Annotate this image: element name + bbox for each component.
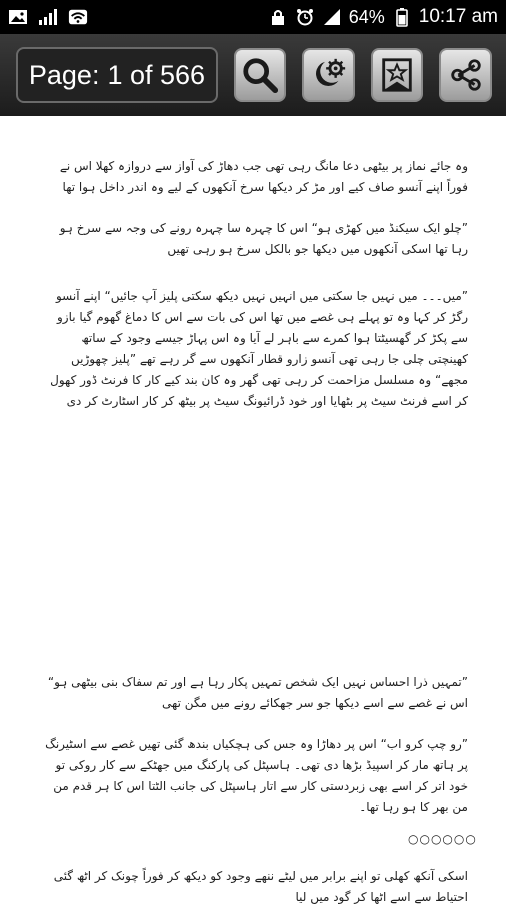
night-mode-settings-icon — [310, 56, 348, 94]
search-button[interactable] — [234, 48, 287, 102]
page-number: 1 of 566 — [107, 59, 206, 90]
signal-bars-icon — [38, 8, 58, 26]
bookmark-star-icon — [378, 56, 416, 94]
paragraph-4: ”تمہیں ذرا احساس نہیں ایک شخص تمہیں پکار رہا ہے اور تم سفاک بنی بیٹھی ہو“ اس نے غصے سے اسے دیکھا جو سر جھکائے رونے میں مگن تھی — [47, 675, 468, 710]
lock-icon — [268, 8, 288, 26]
clock-time: 10:17 am — [418, 6, 498, 27]
reader-toolbar — [0, 34, 506, 116]
paragraph-5: ”رو چپ کرو اب“ اس پر دھاڑا وہ جس کی ہچکیاں بندھ گئی تھیں غصے سے اسٹیرنگ پر ہاتھ مار کر اسپیڈ بڑھا دی تھی۔ ہاسپٹل کی پارکنگ میں جھٹکے سے کار روکی تو خود اتر کر اسے بھی زبردستی کار سے اتار ہاسپٹل کی جانب الٹتا اس کا ہر قدم من من بھر کا ہو رہا تھا۔ — [45, 737, 468, 814]
paragraph-6: اسکی آنکھ کھلی تو اپنے برابر میں لیٹے ننھے وجود کو دیکھ کر فوراً چونک کر اٹھ گئی احتیاط سے اسے اٹھا کر گود میں لیا — [53, 869, 468, 904]
alarm-icon — [295, 8, 315, 26]
battery-percent: 64% — [348, 6, 385, 27]
wifi-icon — [68, 8, 88, 26]
paragraph-2: ”چلو ایک سیکنڈ میں کھڑی ہو“ اس کا چہرہ سا چہرہ رونے کی وجہ سے سرخ ہو رہا تھا اسکی آنکھوں میں دیکھا جو بالکل سرخ ہو رہی تھیں — [59, 221, 468, 256]
search-icon — [241, 56, 279, 94]
image-icon — [8, 8, 28, 26]
status-bar — [0, 0, 506, 34]
book-page[interactable] — [0, 116, 506, 904]
bookmark-button[interactable] — [371, 48, 424, 102]
night-mode-settings-button[interactable] — [302, 48, 355, 102]
section-separator: ○○○○○○ — [408, 832, 477, 846]
battery-icon — [392, 8, 412, 26]
share-button[interactable] — [439, 48, 492, 102]
page-label: Page: — [28, 59, 100, 90]
paragraph-1: وہ جائے نماز پر بیٹھی دعا مانگ رہی تھی جب دھاڑ کی آواز سے دروازہ کھلا اس نے فوراً اپنے آنسو صاف کیے اور مڑ کر دیکھا سرخ آنکھوں کے لیے وہ اندر داخل ہوا تھا — [59, 159, 468, 194]
page-indicator[interactable] — [16, 47, 218, 103]
signal-icon — [322, 8, 342, 26]
share-icon — [447, 56, 485, 94]
paragraph-3: ”میں۔۔۔ میں نہیں جا سکتی میں انہیں نہیں دیکھ سکتی پلیز آپ جائیں“ اپنے آنسو رگڑ کر کہا وہ تو پہلے ہی غصے میں تھا اس کی بات سے اس کا دماغ گھوم گیا بازو سے پکڑ کر گھسیٹتا ہوا کمرے سے باہر لے آیا وہ اس پہاڑ جیسے وجود کے ساتھ کھینچتی چلی جا رہی تھی آنسو زارو قطار آنکھوں سے گر رہے تھے ”پلیز چھوڑیں مجھے“ وہ مسلسل مزاحمت کر رہی تھی گھر وہ کان بند کیے کار کا فرنٹ ڈور کھول کر اسے فرنٹ سیٹ پر بٹھایا اور خود ڈرائیونگ سیٹ پر بیٹھ کر کار اسٹارٹ کر دی — [50, 289, 468, 408]
